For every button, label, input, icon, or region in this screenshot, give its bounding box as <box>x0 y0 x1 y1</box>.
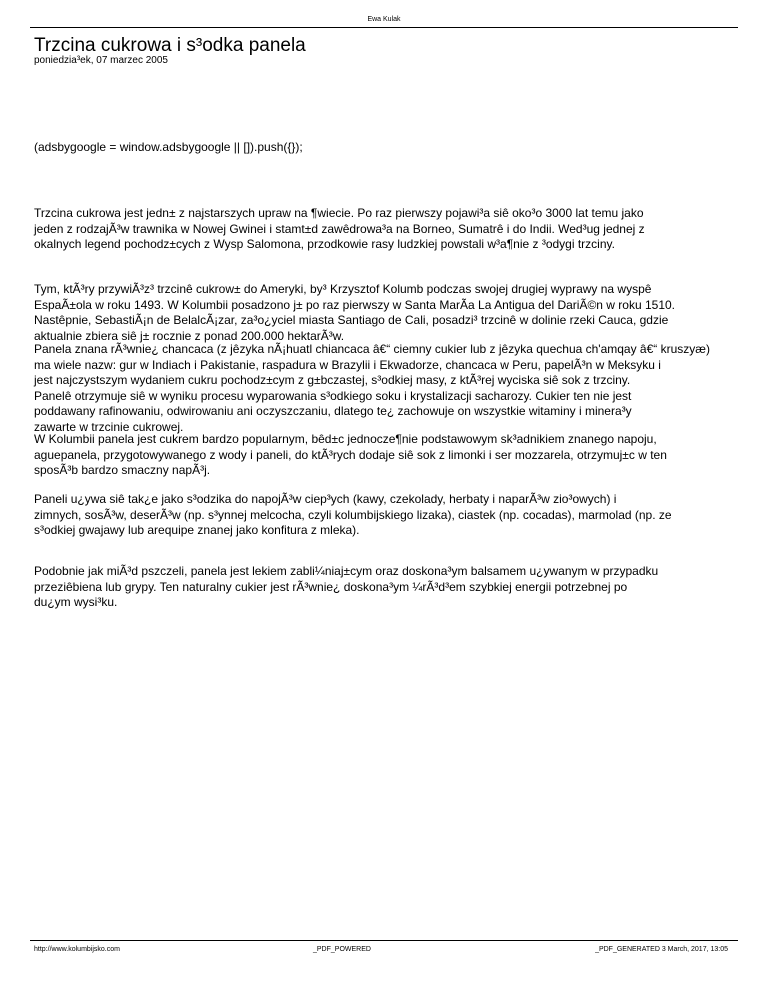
footer-generated: _PDF_GENERATED 3 March, 2017, 13:05 <box>595 946 728 953</box>
ads-script-text: (adsbygoogle = window.adsbygoogle || []).push({}); <box>34 140 303 154</box>
article-paragraph: Paneli u¿ywa siê tak¿e jako s³odzika do napojÃ³w ciep³ych (kawy, czekolady, herbaty i naparÃ³w zio³owych) i zimnych, sosÃ³w, deserÃ³w (np. s³ynnej melcocha, czyli kolumbijskiego lizaka), ciastek (np. cocadas), marmolad (np. ze s³odkiej gwajawy lub arequipe znanej jako konfitura z mleka). <box>34 492 672 537</box>
footer-divider <box>30 940 738 941</box>
article-paragraph: Podobnie jak miÃ³d pszczeli, panela jest lekiem zabli¼niaj±cym oraz doskona³ym balsamem u¿ywanym w przypadku przeziêbiena lub grypy. Ten naturalny cukier jest rÃ³wnie¿ doskona³ym ¼rÃ³d³em szybkiej energii potrzebnej po du¿ym wysi³ku. <box>34 564 659 609</box>
page-header-author: Ewa Kulak <box>367 16 401 23</box>
article-paragraph: Tym, ktÃ³ry przywiÃ³z³ trzcinê cukrow± do Ameryki, by³ Krzysztof Kolumb podczas swojej drugiej wyprawy na wyspê EspaÃ±ola w roku 1493. W Kolumbii posadzono j± po raz pierwszy w Santa MarÃa La Antigua del DariÃ©n w roku 1510. Nastêpnie, SebastiÃ¡n de BelalcÃ¡zar, za³o¿yciel miasta Santiago de Cali, posadzi³ trzcinê w dolinie rzeki Cauca, gdzie aktualnie zbiera siê j± rocznie z ponad 200.000 hektarÃ³w. <box>34 282 676 343</box>
article-paragraph: Trzcina cukrowa jest jedn± z najstarszych upraw na ¶wiecie. Po raz pierwszy pojawi³a siê oko³o 3000 lat temu jako jeden z rodzajÃ³w trawnika w Nowej Gwinei i stamt±d zawêdrowa³a na Borneo, Sumatrê i do Indii. Wed³ug jednej z okalnych legend pochodz±cych z Wysp Salomona, przodkowie rasy ludzkiej powstali w³a¶nie z ³odygi trzciny. <box>34 206 645 251</box>
footer-url-link[interactable]: http://www.kolumbijsko.com <box>34 946 120 953</box>
article-paragraph: Panela znana rÃ³wnie¿ chancaca (z jêzyka nÃ¡huatl chiancaca â€“ ciemny cukier lub z jêzyka quechua ch'amqay â€“ kruszyæ) ma wiele nazw: gur w Indiach i Pakistanie, raspadura w Brazylii i Ekwadorze, chancaca w Peru, papelÃ³n w Meksyku i jest najczystszym wydaniem cukru pochodz±cym z g±bczastej, s³odkiej masy, z ktÃ³rej wyciska siê sok z trzciny. Panelê otrzymuje siê w wyniku procesu wyparowania s³odkiego soku i krystalizacji sacharozy. Cukier ten nie jest poddawany rafinowaniu, odwirowaniu ani oczyszczaniu, dlatego te¿ zachowuje on wszystkie witaminy i minera³y zawarte w trzcinie cukrowej. <box>34 342 710 434</box>
footer-powered: _PDF_POWERED <box>313 946 371 953</box>
article-paragraph: W Kolumbii panela jest cukrem bardzo popularnym, bêd±c jednocze¶nie podstawowym sk³adnikiem znanego napoju, aguepanela, przygotowywanego z wody i paneli, do ktÃ³rych dodaje siê sok z limonki i ser mozzarela, otrzymuj±c w ten sposÃ³b bardzo smaczny napÃ³j. <box>34 432 667 477</box>
article-title: Trzcina cukrowa i s³odka panela <box>34 35 306 56</box>
header-divider <box>30 27 738 28</box>
article-date: poniedzia³ek, 07 marzec 2005 <box>34 55 168 66</box>
